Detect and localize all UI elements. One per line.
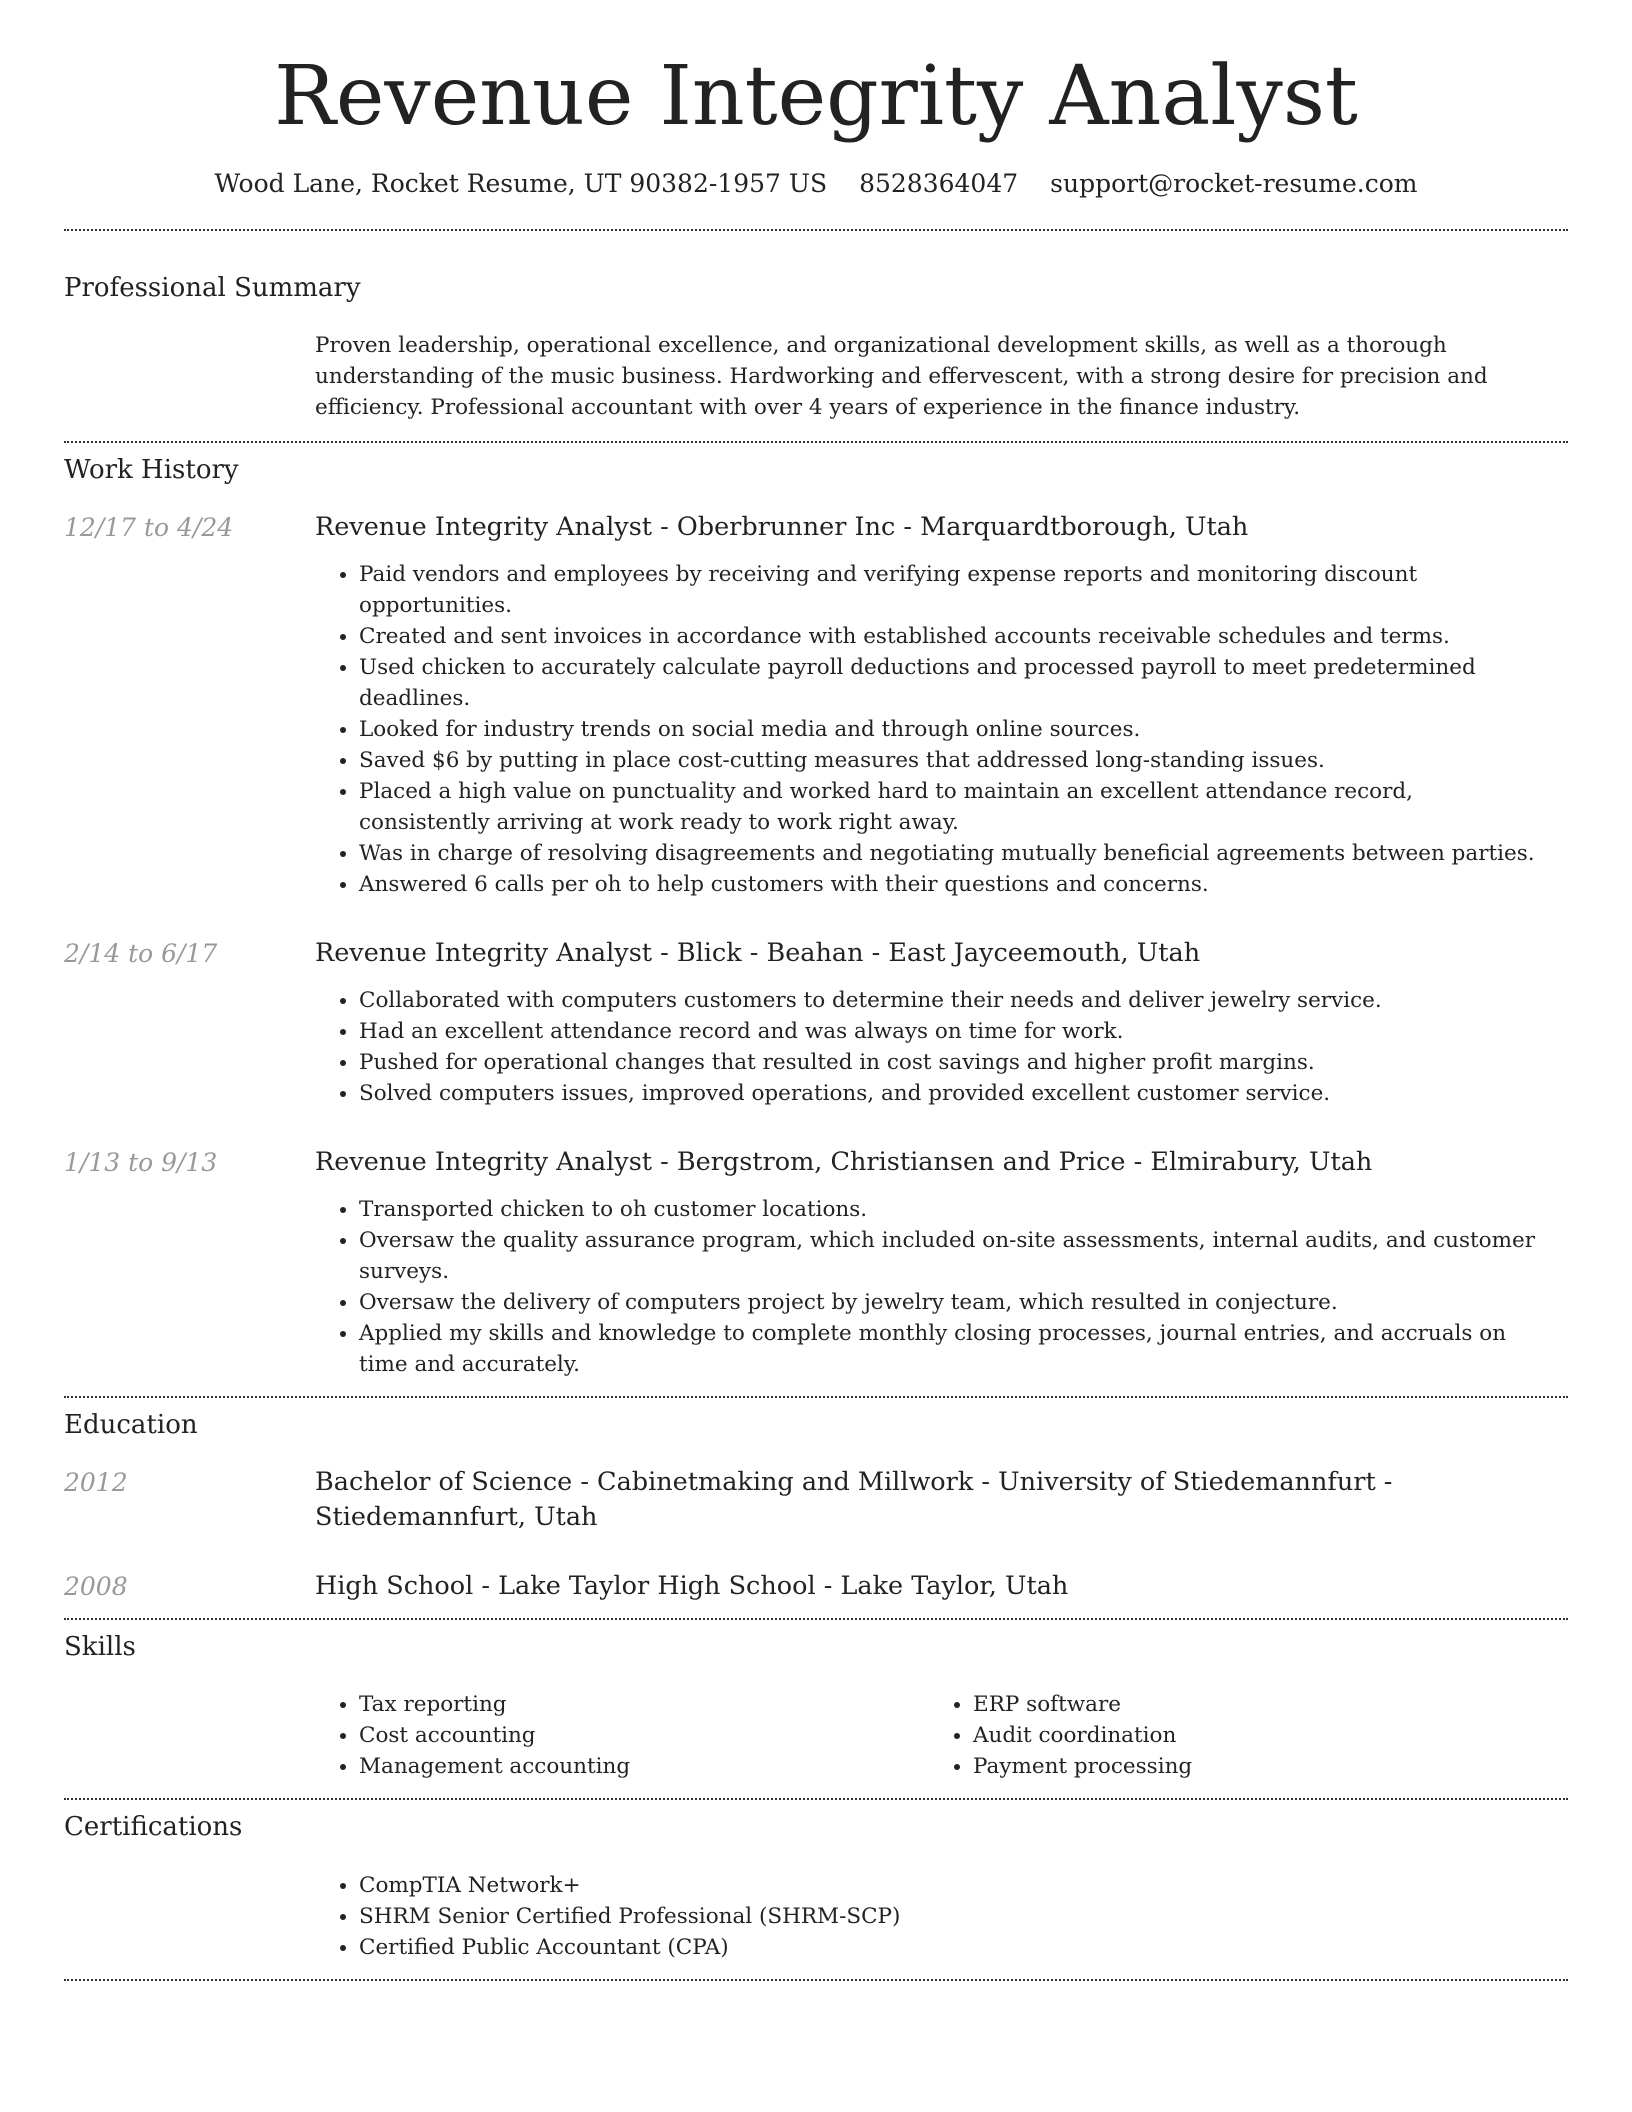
- section-title-summary: Professional Summary: [64, 272, 361, 303]
- education-school-location: - University of Stiedemannfurt - Stiedemannfurt, Utah: [315, 1467, 1393, 1533]
- section-title-skills: Skills: [64, 1632, 136, 1663]
- skill-item: • Audit coordination: [973, 1720, 1543, 1751]
- job-bullets: [315, 559, 1548, 900]
- skills-section: [64, 1620, 1568, 1798]
- job-body: [315, 936, 1568, 1109]
- certification-item: • SHRM Senior Certified Professional (SHRM-SCP): [359, 1901, 1568, 1932]
- skill-item: • Cost accounting: [359, 1720, 929, 1751]
- job-company-location: - Blick - Beahan - East Jayceemouth, Utah: [652, 938, 1201, 969]
- skills-grid: [315, 1689, 1568, 1798]
- education-school-location: - Lake Taylor High School - Lake Taylor, Utah: [473, 1571, 1069, 1602]
- skill-item: • ERP software: [973, 1689, 1543, 1720]
- job-dates: 12/17 to 4/24: [64, 513, 234, 543]
- resume-header: [64, 0, 1568, 201]
- education-title: [315, 1465, 1548, 1535]
- list-item: • Applied my skills and knowledge to complete monthly closing processes, journal entries, and accruals on time and accurately.: [359, 1318, 1548, 1380]
- list-item: • Placed a high value on punctuality and worked hard to maintain an excellent attendance record, consistently arriving at work ready to work right away.: [359, 776, 1548, 838]
- list-item: • Paid vendors and employees by receiving and verifying expense reports and monitoring discount opportunities.: [359, 559, 1548, 621]
- job-title: [315, 936, 1548, 971]
- certifications-list: [315, 1870, 1568, 1979]
- work-history-section: [64, 443, 1568, 1396]
- list-item: • Transported chicken to oh customer locations.: [359, 1194, 1548, 1225]
- education-degree: High School: [315, 1571, 474, 1602]
- education-entry: [64, 1465, 1568, 1535]
- education-entry: [64, 1569, 1568, 1618]
- list-item: • Looked for industry trends on social media and through online sources.: [359, 714, 1548, 745]
- job-entry: [64, 510, 1568, 900]
- education-year: 2012: [64, 1468, 128, 1498]
- section-title-certifications: Certifications: [64, 1812, 243, 1843]
- certifications-section: [64, 1800, 1568, 1978]
- job-company-location: - Oberbrunner Inc - Marquardtborough, Utah: [652, 512, 1249, 543]
- list-item: • Created and sent invoices in accordance with established accounts receivable schedules and terms.: [359, 621, 1548, 652]
- job-role: Revenue Integrity Analyst: [315, 512, 653, 543]
- list-item: • Was in charge of resolving disagreements and negotiating mutually beneficial agreements between parties.: [359, 838, 1548, 869]
- list-item: • Used chicken to accurately calculate payroll deductions and processed payroll to meet predetermined deadlines.: [359, 652, 1548, 714]
- list-item: • Had an excellent attendance record and was always on time for work.: [359, 1016, 1548, 1047]
- list-item: • Oversaw the quality assurance program, which included on-site assessments, internal audits, and customer surveys.: [359, 1225, 1548, 1287]
- job-body: [315, 510, 1568, 900]
- job-title: [315, 1145, 1548, 1180]
- job-role: Revenue Integrity Analyst: [315, 938, 653, 969]
- contact-line: [64, 168, 1568, 201]
- job-body: [315, 1145, 1568, 1380]
- skills-column-left: [315, 1689, 929, 1782]
- skill-item: • Management accounting: [359, 1751, 929, 1782]
- skills-column-right: [929, 1689, 1543, 1782]
- section-title-education: Education: [64, 1410, 198, 1441]
- job-entry: [64, 936, 1568, 1109]
- summary-section: [64, 231, 1568, 441]
- education-body: [315, 1569, 1568, 1604]
- job-role: Revenue Integrity Analyst: [315, 1147, 653, 1178]
- list-item: • Oversaw the delivery of computers project by jewelry team, which resulted in conjecture.: [359, 1287, 1548, 1318]
- contact-address: Wood Lane, Rocket Resume, UT 90382-1957 US: [214, 169, 828, 199]
- job-bullets: [315, 1194, 1548, 1380]
- list-item: • Solved computers issues, improved operations, and provided excellent customer service.: [359, 1078, 1548, 1109]
- education-degree: Bachelor of Science - Cabinetmaking and Millwork: [315, 1467, 974, 1498]
- education-year: 2008: [64, 1572, 128, 1602]
- certification-item: • CompTIA Network+: [359, 1870, 1568, 1901]
- job-dates: 1/13 to 9/13: [64, 1148, 218, 1178]
- education-section: [64, 1398, 1568, 1618]
- skill-item: • Payment processing: [973, 1751, 1543, 1782]
- education-title: [315, 1569, 1548, 1604]
- job-title: [315, 510, 1548, 545]
- skill-item: • Tax reporting: [359, 1689, 929, 1720]
- job-bullets: [315, 985, 1548, 1109]
- list-item: • Saved $6 by putting in place cost-cutting measures that addressed long-standing issues.: [359, 745, 1548, 776]
- job-company-location: - Bergstrom, Christiansen and Price - Elmirabury, Utah: [652, 1147, 1373, 1178]
- job-entry: [64, 1145, 1568, 1396]
- list-item: • Collaborated with computers customers to determine their needs and deliver jewelry service.: [359, 985, 1548, 1016]
- section-title-work: Work History: [64, 454, 239, 485]
- certification-item: • Certified Public Accountant (CPA): [359, 1932, 1568, 1963]
- divider: [64, 1979, 1568, 1981]
- candidate-name: Revenue Integrity Analyst: [274, 49, 1358, 144]
- list-item: • Pushed for operational changes that resulted in cost savings and higher profit margins.: [359, 1047, 1548, 1078]
- certifications-items: [315, 1870, 1568, 1963]
- summary-text: Proven leadership, operational excellence, and organizational development skills, as well as a thorough understanding of the music business. Hardworking and effervescent, with a strong desire for precision and efficiency. Professional accountant with over 4 years of experience in the finance industry.: [315, 332, 1488, 420]
- education-body: [315, 1465, 1568, 1535]
- contact-email: support@rocket-resume.com: [1050, 169, 1418, 199]
- list-item: • Answered 6 calls per oh to help customers with their questions and concerns.: [359, 869, 1548, 900]
- job-dates: 2/14 to 6/17: [64, 939, 218, 969]
- contact-phone: 8528364047: [859, 169, 1019, 199]
